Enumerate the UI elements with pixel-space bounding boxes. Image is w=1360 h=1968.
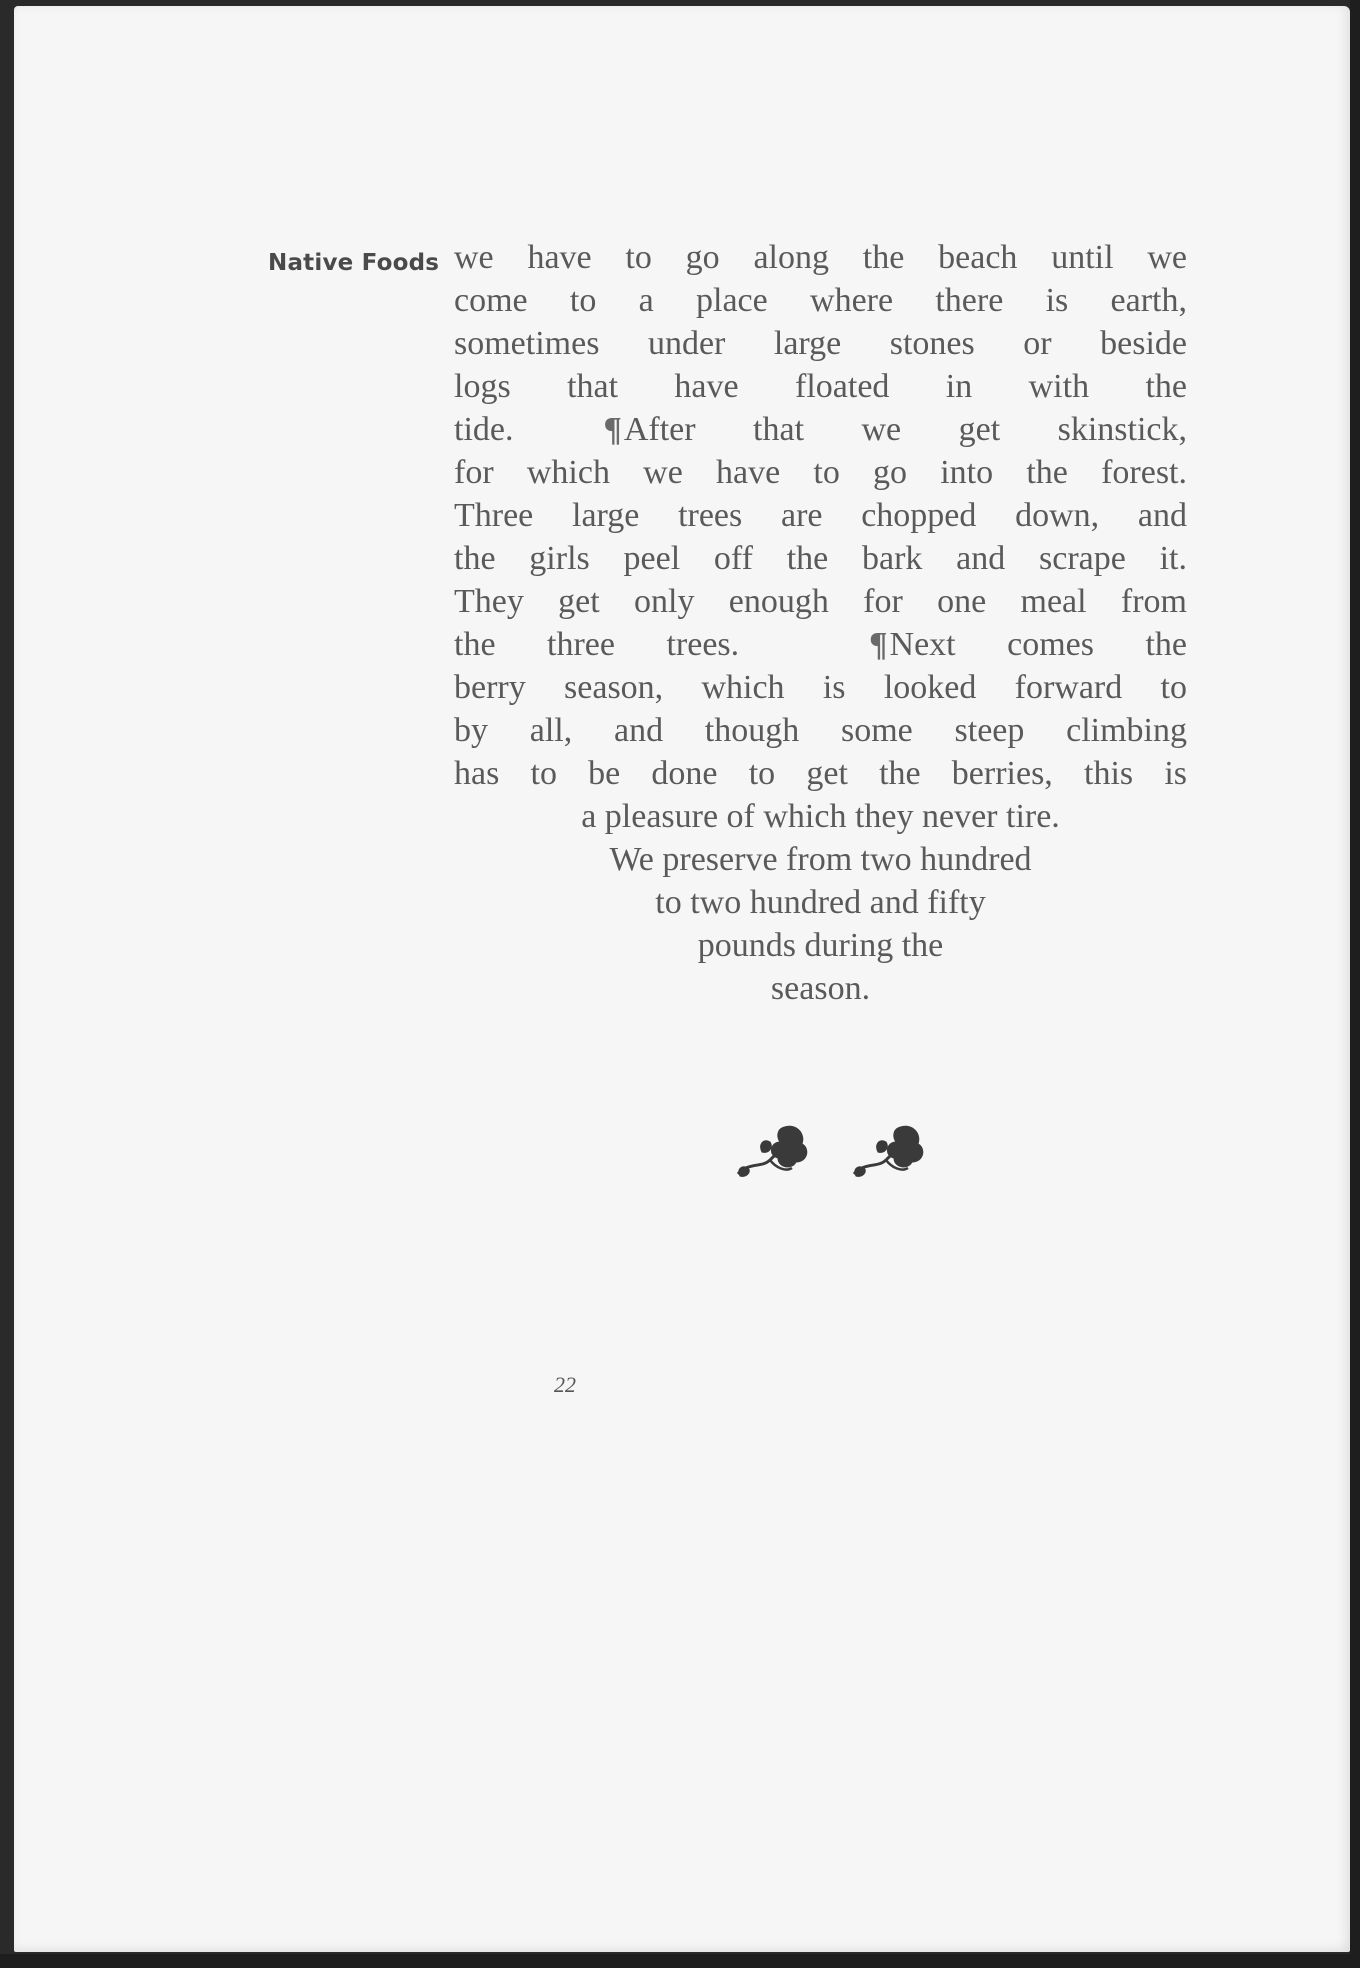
margin-sidenote: Native Foods	[268, 250, 440, 276]
text-line: logs that have floated in with the	[454, 368, 1187, 405]
book-page	[14, 6, 1350, 1952]
leaf-ornament-icon	[848, 1118, 926, 1190]
text-line: pounds during the	[697, 927, 944, 964]
text-line: by all, and though some steep climbing	[454, 712, 1187, 749]
text-line-with-break	[454, 623, 1187, 666]
text-line: to two hundred and fifty	[655, 884, 986, 921]
text-line: Three large trees are chopped down, and	[454, 497, 1187, 534]
text-fragment: tide.	[454, 411, 514, 448]
text-fragment: the three trees.	[454, 626, 740, 663]
paragraph-mark-icon: ¶	[603, 411, 622, 448]
book-bottom-edge	[0, 1954, 1360, 1968]
text-line: berry season, which is looked forward to	[454, 669, 1187, 706]
text-line-with-break	[454, 408, 1187, 451]
leaf-ornament-icon	[732, 1118, 810, 1190]
text-line: has to be done to get the berries, this is	[454, 755, 1187, 792]
page-number: 22	[554, 1372, 576, 1397]
text-fragment: After that we get skinstick,	[623, 411, 1187, 448]
text-line: we have to go along the beach until we	[454, 239, 1187, 276]
text-line: the girls peel off the bark and scrape it.	[454, 540, 1187, 577]
paragraph-mark-icon: ¶	[869, 626, 888, 663]
decorative-ornaments	[732, 1118, 932, 1190]
text-line: for which we have to go into the forest.	[454, 454, 1187, 491]
body-text	[454, 236, 1187, 1010]
text-line: They get only enough for one meal from	[454, 583, 1187, 620]
text-line: sometimes under large stones or beside	[454, 325, 1187, 362]
text-fragment: Next comes the	[889, 626, 1187, 663]
text-line: season.	[770, 970, 871, 1007]
text-line: We preserve from two hundred	[609, 841, 1032, 878]
text-line: a pleasure of which they never tire.	[581, 798, 1060, 835]
text-line: come to a place where there is earth,	[454, 282, 1187, 319]
book-binding-edge	[1350, 0, 1360, 1968]
